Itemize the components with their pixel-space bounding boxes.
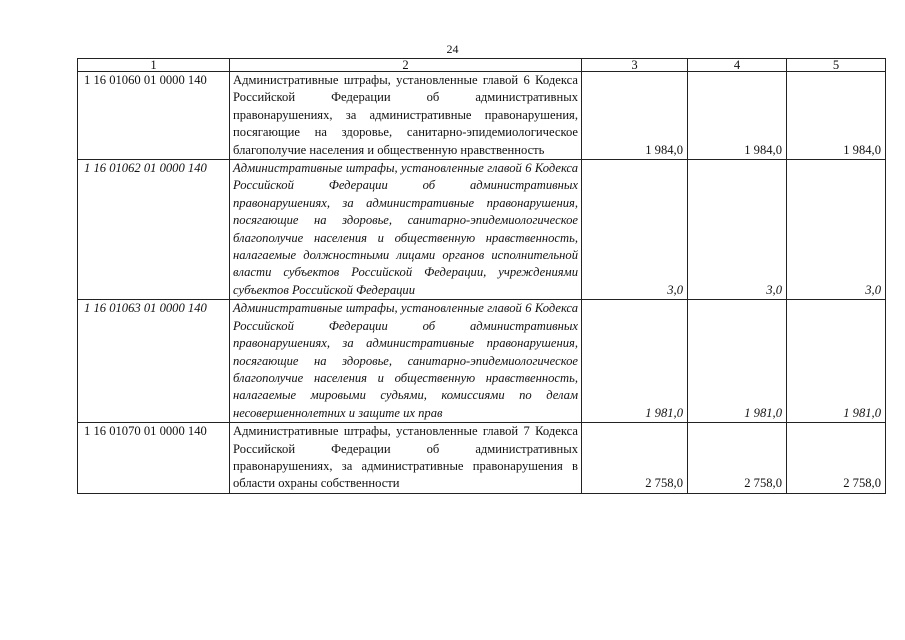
- table-row: [78, 160, 886, 300]
- column-header-4: 4: [688, 59, 787, 72]
- table-row: [78, 72, 886, 160]
- budget-code: 1 16 01060 01 0000 140: [78, 72, 230, 160]
- amount-col-4: 1 984,0: [688, 72, 787, 160]
- budget-code: 1 16 01070 01 0000 140: [78, 423, 230, 494]
- amount-col-4: 1 981,0: [688, 300, 787, 423]
- amount-col-3: 3,0: [582, 160, 688, 300]
- amount-col-5: 3,0: [787, 160, 886, 300]
- budget-revenue-table: [77, 58, 886, 494]
- amount-col-3: 1 981,0: [582, 300, 688, 423]
- amount-col-5: 2 758,0: [787, 423, 886, 494]
- page-number: 24: [446, 42, 459, 56]
- revenue-description: Административные штрафы, установленные главой 6 Кодекса Российской Федерации об административных правонарушениях, за административные правонарушения, посягающие на здоровье, санитарно-эпидемиологическое благополучие населения и общественную нравственность: [230, 72, 582, 160]
- amount-col-5: 1 984,0: [787, 72, 886, 160]
- column-number-header-row: [78, 59, 886, 72]
- revenue-description: Административные штрафы, установленные главой 6 Кодекса Российской Федерации об административных правонарушениях, за административные правонарушения, посягающие на здоровье, санитарно-эпидемиологическое благополучие населения и общественную нравственность, налагаемые мировыми судьями, комиссиями по делам несовершеннолетних и защите их прав: [230, 300, 582, 423]
- amount-col-4: 3,0: [688, 160, 787, 300]
- amount-col-5: 1 981,0: [787, 300, 886, 423]
- column-header-2: 2: [230, 59, 582, 72]
- column-header-5: 5: [787, 59, 886, 72]
- amount-col-4: 2 758,0: [688, 423, 787, 494]
- column-header-1: 1: [78, 59, 230, 72]
- revenue-description: Административные штрафы, установленные главой 7 Кодекса Российской Федерации об административных правонарушениях, за административные правонарушения в области охраны собственности: [230, 423, 582, 494]
- column-header-3: 3: [582, 59, 688, 72]
- table-row: [78, 300, 886, 423]
- amount-col-3: 1 984,0: [582, 72, 688, 160]
- revenue-description: Административные штрафы, установленные главой 6 Кодекса Российской Федерации об административных правонарушениях, за административные правонарушения, посягающие на здоровье, санитарно-эпидемиологическое благополучие населения и общественную нравственность, налагаемые должностными лицами органов исполнительной власти субъектов Российской Федерации, учреждениями субъектов Российской Федерации: [230, 160, 582, 300]
- budget-code: 1 16 01062 01 0000 140: [78, 160, 230, 300]
- budget-code: 1 16 01063 01 0000 140: [78, 300, 230, 423]
- amount-col-3: 2 758,0: [582, 423, 688, 494]
- table-row: [78, 423, 886, 494]
